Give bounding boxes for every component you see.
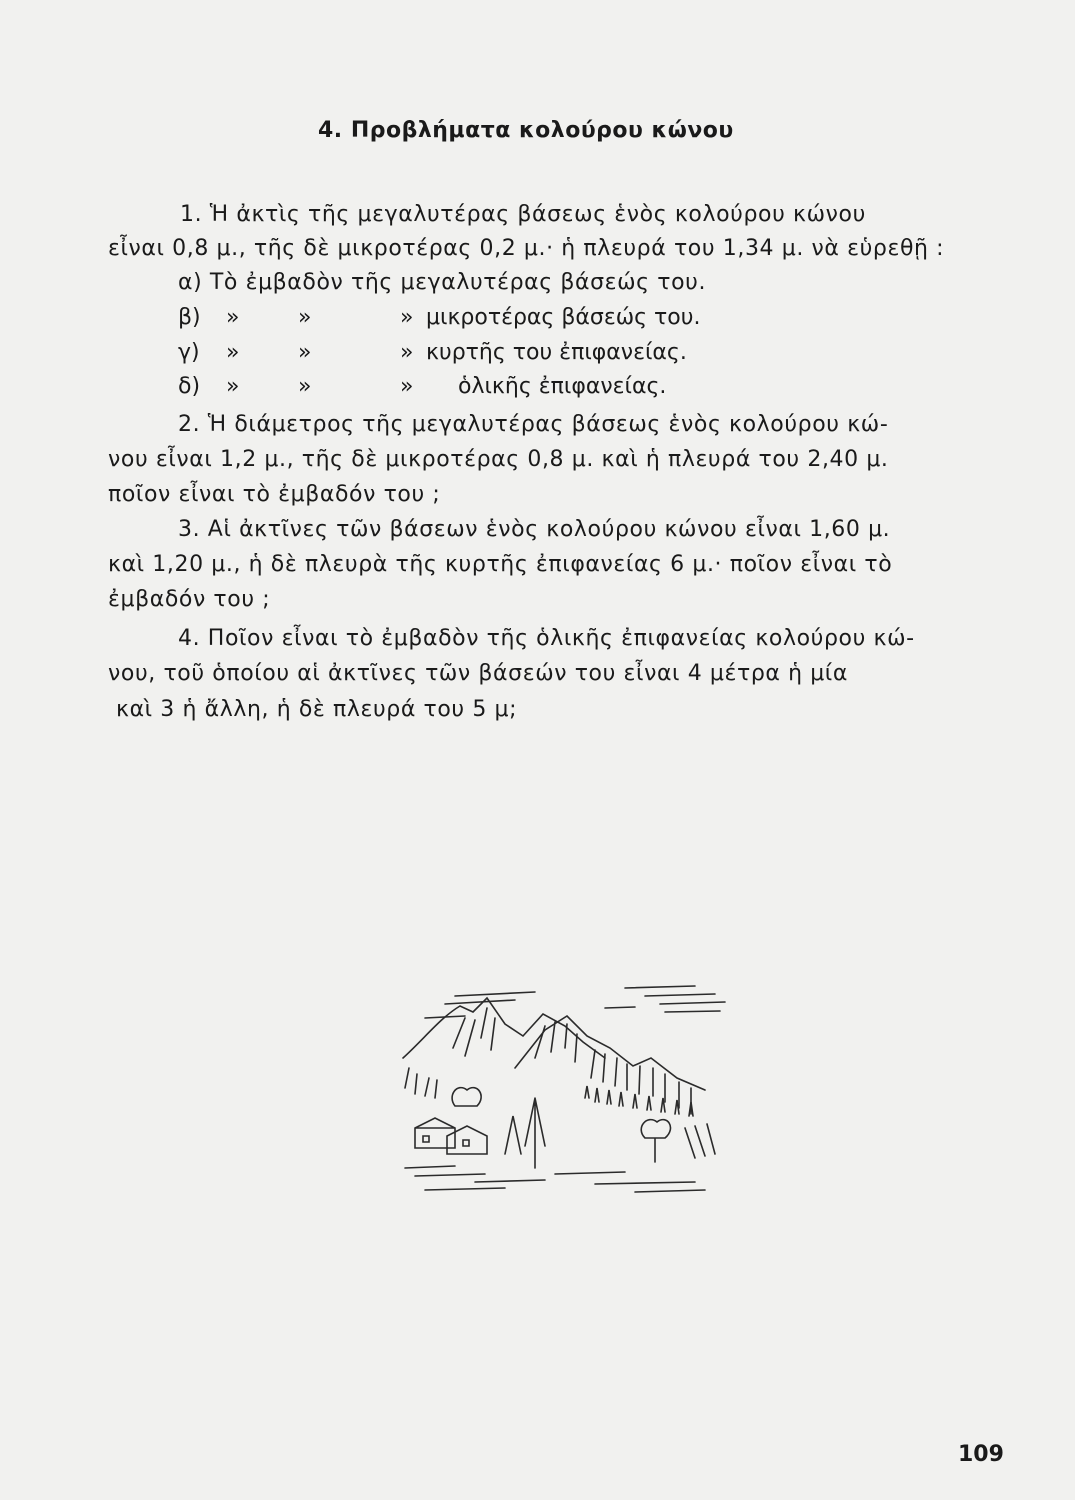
ditto-mark: »: [400, 374, 414, 399]
problem-2-number: 2.: [178, 412, 201, 437]
ditto-mark: »: [226, 374, 240, 399]
problem-4-line-3: καὶ 3 ἡ ἄλλη, ἡ δὲ πλευρά του 5 μ;: [116, 697, 518, 722]
problem-2-line-2: νου εἶναι 1,2 μ., τῆς δὲ μικροτέρας 0,8 μ. καὶ ἡ πλευρά του 2,40 μ.: [108, 447, 889, 472]
subitem-d-text: ὁλικῆς ἐπιφανείας.: [458, 374, 667, 399]
subitem-a: [178, 270, 706, 295]
problem-3-line-3: ἐμβαδόν του ;: [108, 587, 271, 612]
page-number: 109: [958, 1442, 1004, 1467]
problem-4-line-1: [178, 626, 915, 651]
ditto-mark: »: [226, 305, 240, 330]
subitem-b-text: μικροτέρας βάσεώς του.: [426, 305, 701, 330]
subitem-d-label: δ): [178, 374, 201, 399]
ditto-mark: »: [298, 374, 312, 399]
subitem-a-text: Τὸ ἐμβαδὸν τῆς μεγαλυτέρας βάσεώς του.: [209, 270, 707, 295]
problem-1-line-1: [180, 202, 866, 227]
problem-3-line-2: καὶ 1,20 μ., ἡ δὲ πλευρὰ τῆς κυρτῆς ἐπιφανείας 6 μ.· ποῖον εἶναι τὸ: [108, 552, 893, 577]
page-heading: 4. Προβλήματα κολούρου κώνου: [318, 118, 734, 143]
problem-2-text: Ἡ διάμετρος τῆς μεγαλυτέρας βάσεως ἑνὸς κολούρου κώ-: [207, 412, 889, 437]
problem-1-text: Ἡ ἀκτὶς τῆς μεγαλυτέρας βάσεως ἑνὸς κολούρου κώνου: [209, 202, 866, 227]
problem-4-line-2: νου, τοῦ ὁποίου αἱ ἀκτῖνες τῶν βάσεών του εἶναι 4 μέτρα ἡ μία: [108, 661, 848, 686]
problem-2-line-1: [178, 412, 888, 437]
ditto-mark: »: [400, 340, 414, 365]
ditto-mark: »: [226, 340, 240, 365]
problem-3-text: Αἱ ἀκτῖνες τῶν βάσεων ἑνὸς κολούρου κώνου εἶναι 1,60 μ.: [207, 517, 891, 542]
problem-1-line-2: εἶναι 0,8 μ., τῆς δὲ μικροτέρας 0,2 μ.· ἡ πλευρά του 1,34 μ. νὰ εὑρεθῇ :: [108, 236, 945, 261]
problem-4-number: 4.: [178, 626, 201, 651]
problem-1-number: 1.: [180, 202, 203, 227]
ditto-mark: »: [298, 305, 312, 330]
subitem-c-text: κυρτῆς του ἐπιφανείας.: [426, 340, 687, 365]
problem-4-text: Ποῖον εἶναι τὸ ἐμβαδὸν τῆς ὁλικῆς ἐπιφανείας κολούρου κώ-: [207, 626, 915, 651]
subitem-c-label: γ): [178, 340, 200, 365]
subitem-a-label: α): [178, 270, 203, 295]
problem-3-number: 3.: [178, 517, 201, 542]
problem-2-line-3: ποῖον εἶναι τὸ ἐμβαδόν του ;: [108, 482, 441, 507]
ditto-mark: »: [400, 305, 414, 330]
ditto-mark: »: [298, 340, 312, 365]
problem-3-line-1: [178, 517, 890, 542]
mountain-landscape-illustration: [395, 978, 730, 1198]
subitem-b-label: β): [178, 305, 201, 330]
